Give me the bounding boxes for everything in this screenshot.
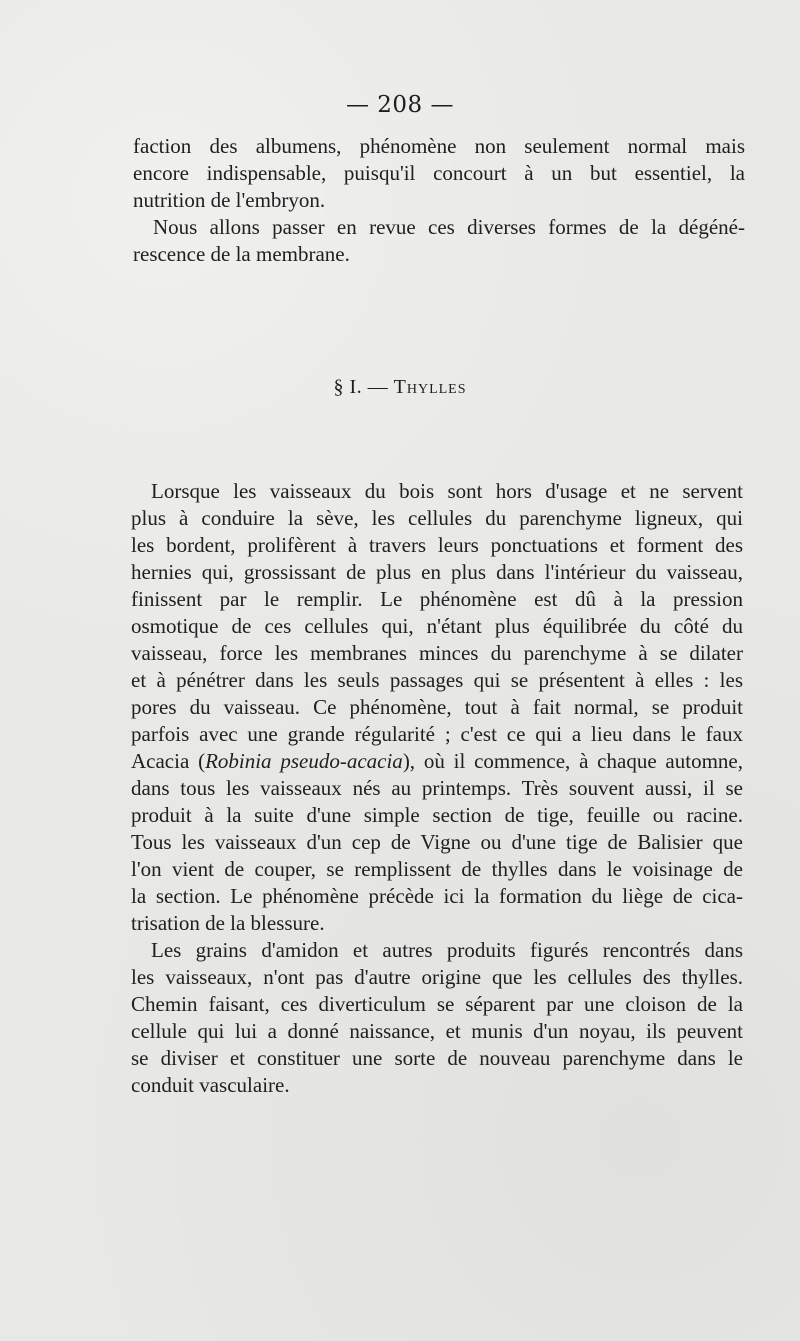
intro-paragraph-2 bbox=[133, 214, 745, 268]
text-line: Lorsque les vaisseaux du bois sont hors d'usage et ne servent bbox=[151, 479, 743, 503]
text-line: pores du vaisseau. Ce phénomène, tout à fait normal, se produit bbox=[131, 695, 743, 719]
text-line: l'on vient de couper, se remplissent de thylles dans le voisinage de bbox=[131, 857, 743, 881]
section-title: Thylles bbox=[393, 376, 467, 398]
text-line: trisation de la blessure. bbox=[131, 911, 325, 935]
intro-paragraph bbox=[133, 133, 745, 214]
text-line: produit à la suite d'une simple section de tige, feuille ou racine. bbox=[131, 803, 743, 827]
text-line: osmotique de ces cellules qui, n'étant plus équilibrée du côté du bbox=[131, 614, 743, 638]
text-line: les vaisseaux, n'ont pas d'autre origine que les cellules des thylles. bbox=[131, 965, 743, 989]
species-name: Robinia pseudo-acacia bbox=[205, 749, 403, 773]
thylles-paragraph-2 bbox=[131, 937, 743, 1099]
text-line: Les grains d'amidon et autres produits figurés rencontrés dans bbox=[151, 938, 743, 962]
text-line: conduit vasculaire. bbox=[131, 1073, 290, 1097]
acacia-pre: Acacia ( bbox=[131, 749, 206, 773]
text-line: Chemin faisant, ces diverticulum se séparent par une cloison de la bbox=[131, 992, 743, 1016]
text-line: plus à conduire la sève, les cellules du parenchyme ligneux, qui bbox=[131, 506, 743, 530]
text-line: parfois avec une grande régularité ; c'est ce qui a lieu dans le faux bbox=[131, 722, 743, 746]
text-line: encore indispensable, puisqu'il concourt à un but essentiel, la bbox=[133, 161, 745, 185]
text-line: dans tous les vaisseaux nés au printemps. Très souvent aussi, il se bbox=[131, 776, 743, 800]
text-line: et à pénétrer dans les seuls passages qui se présentent à elles : les bbox=[131, 668, 743, 692]
acacia-post: ), où il commence, à chaque automne, bbox=[402, 749, 743, 773]
text-line: Nous allons passer en revue ces diverses formes de la dégéné- bbox=[153, 215, 745, 239]
text-line: la section. Le phénomène précède ici la formation du liège de cica- bbox=[131, 884, 743, 908]
text-line: rescence de la membrane. bbox=[133, 242, 350, 266]
text-line: nutrition de l'embryon. bbox=[133, 188, 326, 212]
section-heading bbox=[0, 376, 800, 399]
text-line: finissent par le remplir. Le phénomène est dû à la pression bbox=[131, 587, 743, 611]
text-line: vaisseau, force les membranes minces du parenchyme à se dilater bbox=[131, 641, 743, 665]
text-line: se diviser et constituer une sorte de nouveau parenchyme dans le bbox=[131, 1046, 743, 1070]
text-line: les bordent, prolifèrent à travers leurs ponctuations et forment des bbox=[131, 533, 743, 557]
text-line: hernies qui, grossissant de plus en plus dans l'intérieur du vaisseau, bbox=[131, 560, 743, 584]
text-line: faction des albumens, phénomène non seulement normal mais bbox=[133, 134, 745, 158]
thylles-paragraph-1 bbox=[131, 478, 743, 937]
text-line: Tous les vaisseaux d'un cep de Vigne ou d'une tige de Balisier que bbox=[131, 830, 743, 854]
text-line: cellule qui lui a donné naissance, et munis d'un noyau, ils peuvent bbox=[131, 1019, 743, 1043]
page-number: — 208 — bbox=[345, 92, 455, 118]
section-symbol: § I. — bbox=[333, 376, 389, 398]
text-line-acacia bbox=[131, 748, 743, 775]
